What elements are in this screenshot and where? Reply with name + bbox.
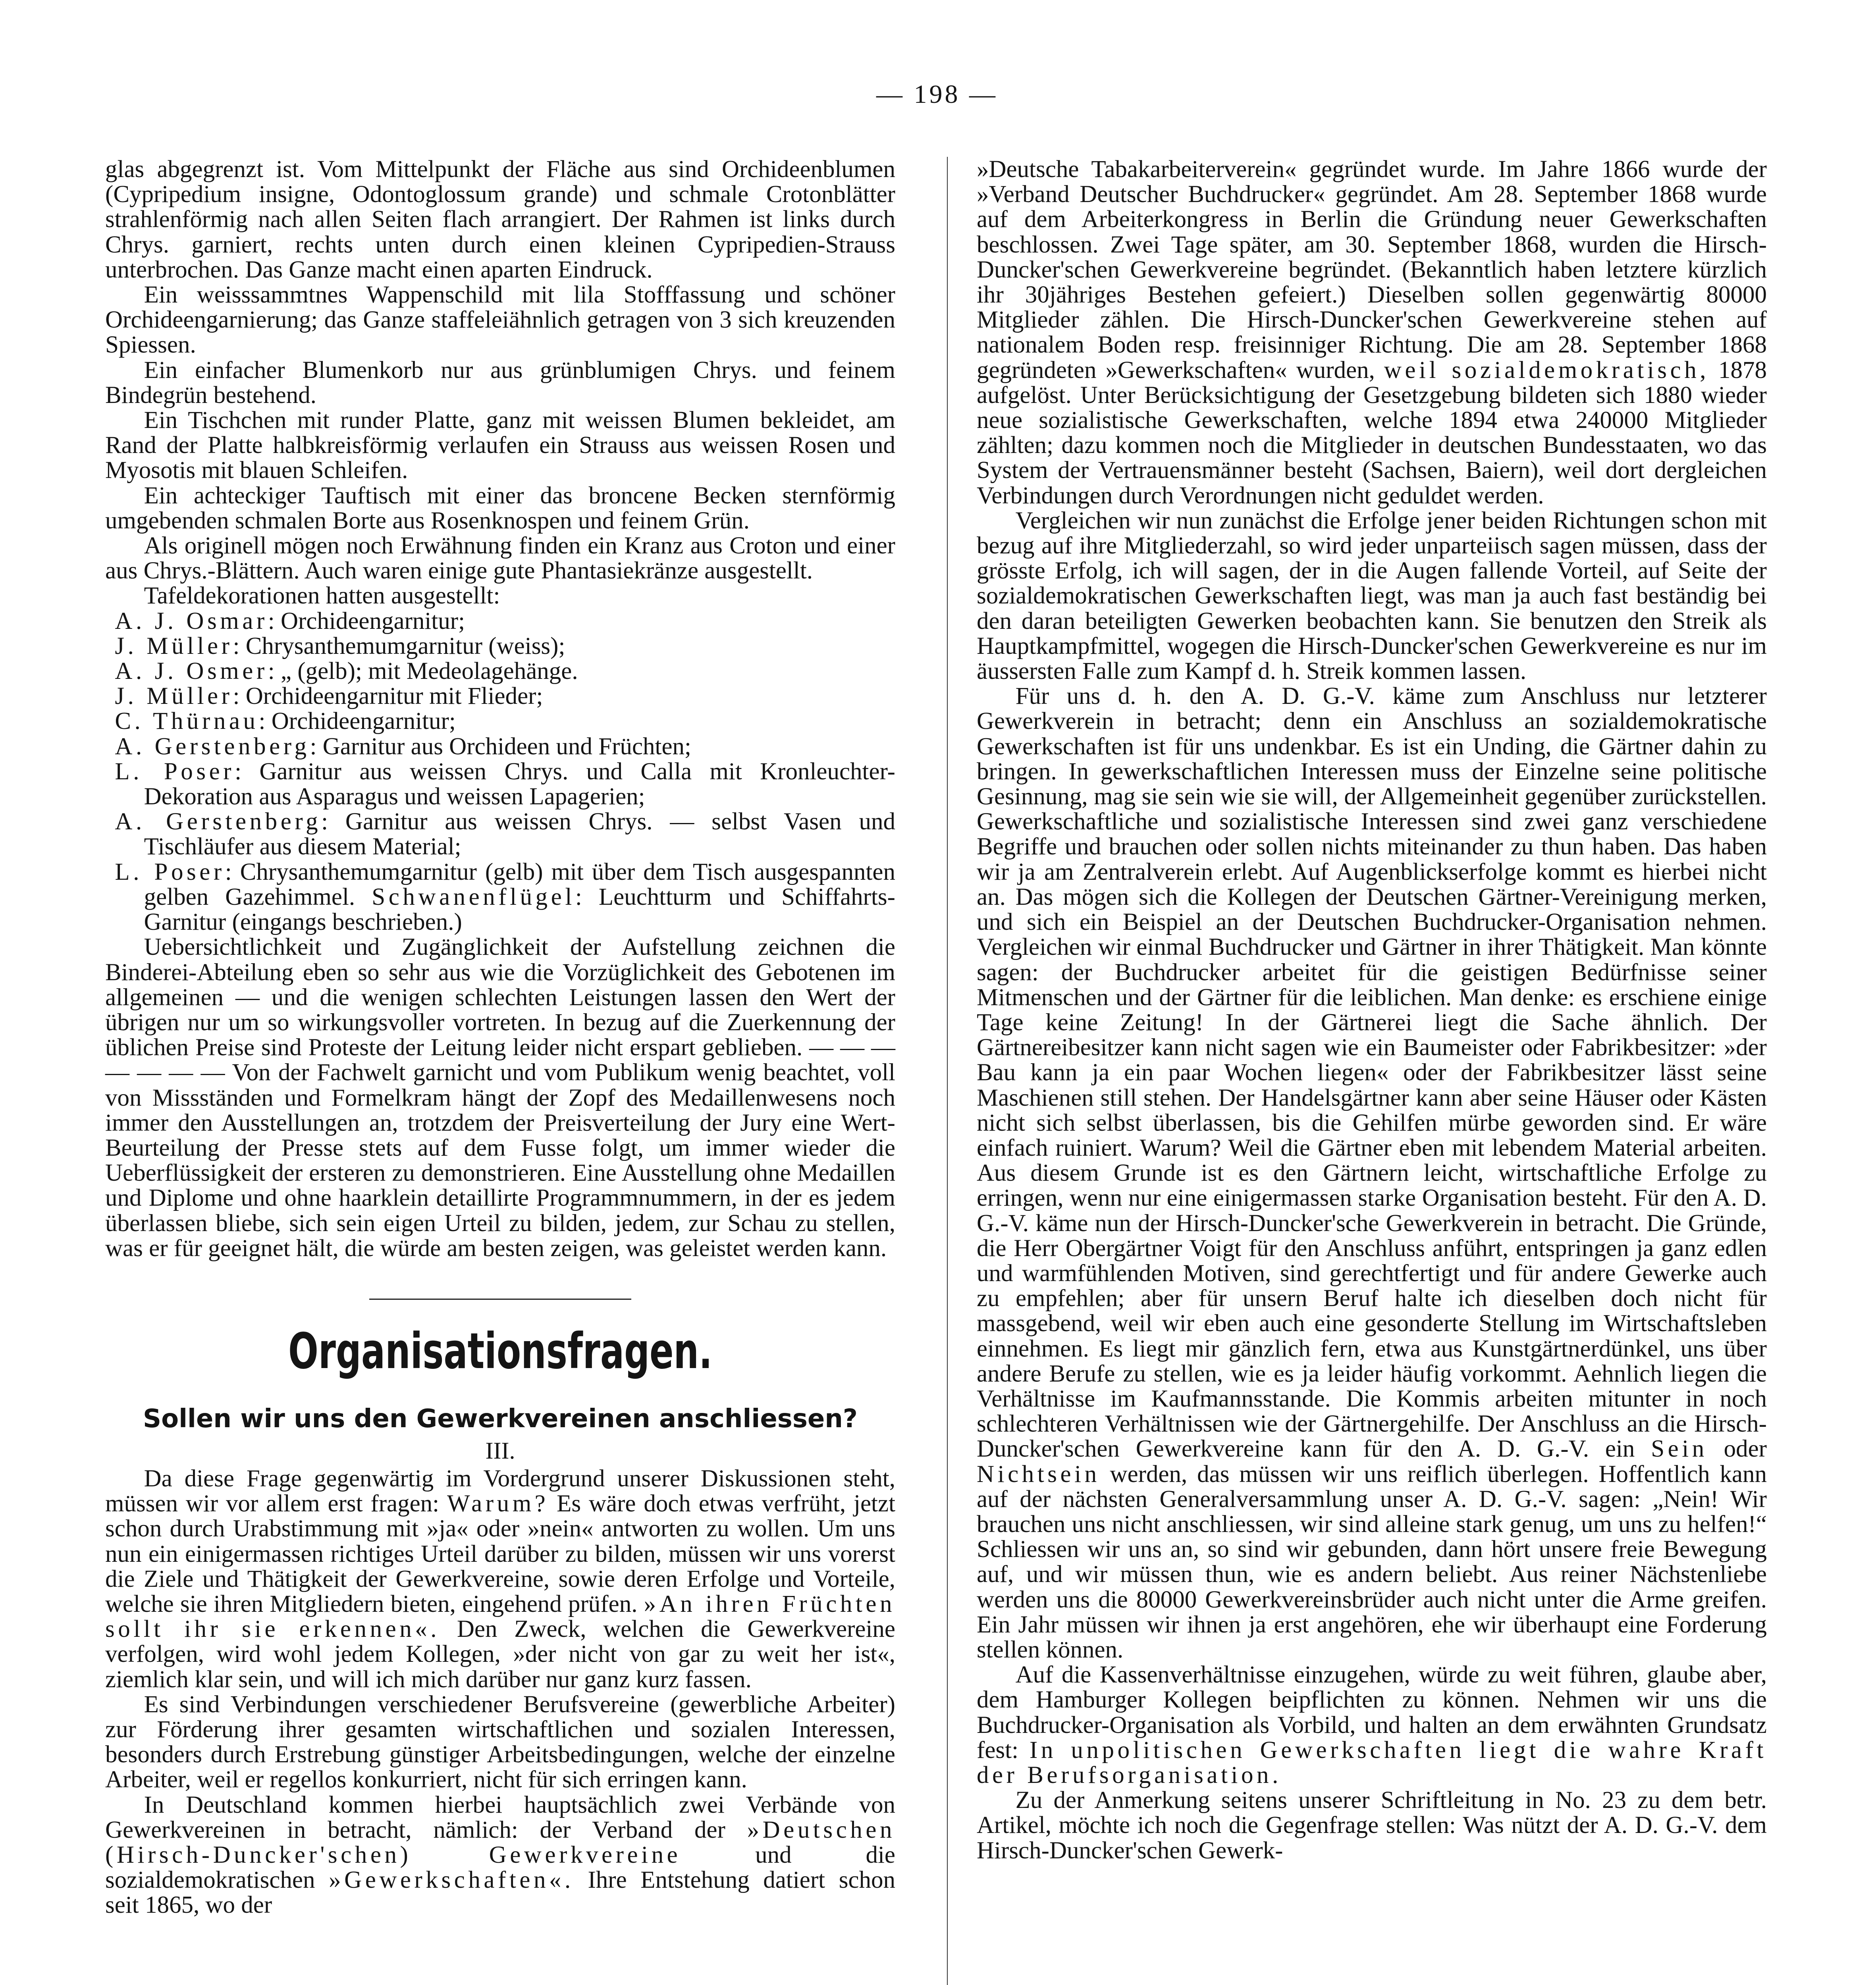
section-divider [369, 1299, 631, 1300]
list-item [105, 634, 895, 659]
exhibitor-name: L. Poser [115, 858, 225, 885]
paragraph: Vergleichen wir nun zunächst die Erfolge jener beiden Richtungen schon mit bezug auf ihre Mitgliederzahl, so wird jeder unparteiisch sagen müssen, dass der grösste Erfolg, ich will sagen, der in die Augen fallende Vorteil, auf Seite der sozialdemokratischen Gewerkschaften liegt, was man ja auch fast beständig bei den daran beteiligten Gewerken beobachten kann. Sie benutzen den Streik als Hauptkampfmittel, wogegen die Hirsch-Duncker'schen Gewerkvereine es nur im äussersten Falle zum Kampf d. h. Streik kommen lassen. [977, 507, 1767, 685]
page-number: — 198 — [876, 80, 998, 109]
exhibitor-name: C. Thürnau [115, 708, 259, 735]
list-item [105, 734, 895, 759]
paragraph: Tafeldekorationen hatten ausgestellt: [144, 582, 500, 609]
emphasis-text: »Gewerkschaften«. [329, 1867, 574, 1894]
emphasis-text: Sein [1651, 1436, 1708, 1463]
paragraph: Zu der Anmerkung seitens unserer Schriftleitung in No. 23 zu dem betr. Artikel, möchte ich noch die Gegenfrage stellen: Was nützt der A. D. G.-V. dem Hirsch-Duncker'schen Gewerk- [977, 1787, 1767, 1864]
exhibitor-entry: : Leuchtturm und Schiffahrts-Garnitur (eingangs beschrieben.) [144, 883, 895, 936]
emphasis-text: In unpolitischen Gewerkschaften liegt die wahre Kraft der Berufsorganisation. [977, 1736, 1767, 1788]
exhibitor-name: J. Müller [115, 632, 233, 659]
list-item [105, 659, 895, 684]
text-run: werden, das müssen wir uns reiflich überlegen. Hoffentlich kann auf der nächsten Generalversammlung unser A. D. G.-V. sagen: „Nein! Wir brauchen uns nicht anschliessen, wir sind alleine stark genug, um uns zu helfen!“ Schliessen wir uns an, so sind wir gebunden, dann hört unsere freie Bewegung auf, und wir müssen thun, wie es andern beliebt. Aus reiner Nächstenliebe werden uns die 80000 Gewerkvereinsbrüder auch nicht unter die Arme greifen. Ein Jahr müssen wir ihnen ja erst angehören, ehe wir überhaupt eine Forderung stellen können. [977, 1461, 1767, 1663]
exhibitor-entry: : „ (gelb); mit Medeolagehänge. [268, 658, 578, 685]
list-item [105, 860, 895, 935]
emphasis-text: weil sozialdemokratisch, [1384, 357, 1710, 384]
paragraph: Ein einfacher Blumenkorb nur aus grünblumigen Chrys. und feinem Bindegrün bestehend. [105, 357, 895, 409]
section-title: Organisationsfragen. [288, 1322, 713, 1380]
paragraph: glas abgegrenzt ist. Vom Mittelpunkt der Fläche aus sind Orchideenblumen (Cypripedium insigne, Odontoglossum grande) und schmale Crotonblätter strahlenförmig nach allen Seiten flach arrangiert. Der Rahmen ist links durch Chrys. garniert, rechts unten durch einen kleinen Cypripedien-Strauss unterbrochen. Das Ganze macht einen aparten Eindruck. [105, 156, 895, 283]
list-item [105, 609, 895, 634]
list-item [105, 809, 895, 859]
paragraph [105, 1466, 895, 1692]
list-item [105, 709, 895, 734]
emphasis-text: »Deutschen (Hirsch-Duncker'schen) Gewerkvereine [105, 1816, 896, 1868]
exhibitor-name: J. Müller [115, 683, 233, 710]
text-run: 1878 aufgelöst. Unter Berücksichtigung der Gesetzgebung bildeten sich 1880 wieder neue sozialistische Gewerkschaften, welche 1894 etwa 240000 Mitglieder zählten; dazu kommen noch die Mitglieder in deutschen Bundesstaaten, wo das System der Vertrauensmänner besteht (Sachsen, Baiern), weil dort dergleichen Verbindungen durch Verordnungen nicht geduldet werden. [977, 357, 1767, 509]
exhibitor-name: A. Gerstenberg [115, 733, 310, 760]
emphasis-text: »An ihren Früchten sollt ihr sie erkennen«. [105, 1590, 896, 1643]
paragraph [977, 157, 1767, 508]
paragraph: Ein Tischchen mit runder Platte, ganz mit weissen Blumen bekleidet, am Rand der Platte halbkreisförmig verlaufen ein Strauss aus weissen Rosen und Myosotis mit blauen Schleifen. [105, 407, 895, 484]
exhibitor-name: L. Poser [115, 758, 235, 785]
exhibitor-entry: : Garnitur aus weissen Chrys. und Calla mit Kronleuchter-Dekoration aus Asparagus und weissen Lapagerien; [144, 758, 895, 810]
text-run: Es wäre doch etwas verfrüht, jetzt schon durch Urabstimmung mit »ja« oder »nein« antworten zu wollen. Um uns nun ein einigermassen richtiges Urteil darüber zu bilden, müssen wir uns vorerst die Ziele und Thätigkeit der Gewerkvereine, sowie deren Erfolge und Vorteile, welche sie ihren Mitgliedern bieten, eingehend prüfen. [105, 1490, 896, 1617]
paragraph [977, 684, 1767, 1662]
text-run: In Deutschland kommen hierbei hauptsächlich zwei Verbände von Gewerkvereinen in betracht, nämlich: der Verband der [105, 1791, 895, 1843]
paragraph [105, 1792, 895, 1918]
exhibitor-name: A. J. Osmar [115, 607, 268, 634]
exhibitor-entry: : Chrysanthemumgarnitur (weiss); [233, 632, 565, 659]
column-divider [947, 157, 948, 1985]
emphasis-text: Warum? [447, 1490, 549, 1517]
right-column [977, 157, 1767, 1863]
paragraph [977, 1662, 1767, 1788]
text-run: »Deutsche Tabakarbeiterverein« gegründet wurde. Im Jahre 1866 wurde der »Verband Deutscher Buchdrucker« gegründet. Am 28. September 1868 wurde auf dem Arbeiterkongress in Berlin die Gründung neuer Gewerkschaften beschlossen. Zwei Tage später, am 30. September 1868, wurden die Hirsch-Duncker'schen Gewerkvereine begründet. (Bekanntlich haben letztere kürzlich ihr 30jähriges Bestehen gefeiert.) Dieselben sollen gegenwärtig 80000 Mitglieder zählen. Die Hirsch-Duncker'schen Gewerkvereine stehen auf nationalem Boden resp. freisinniger Richtung. Die am 28. September 1868 gegründeten »Gewerkschaften« wurden, [977, 156, 1767, 384]
exhibitor-name: Schwanenflügel [372, 883, 575, 910]
emphasis-text: Nichtsein [977, 1461, 1100, 1488]
article-title: Sollen wir uns den Gewerkvereinen anschliessen? [143, 1404, 858, 1434]
list-item [105, 684, 895, 709]
text-run: Den Zweck, welchen die Gewerkvereine verfolgen, wird wohl jedem Kollegen, »der nicht von gar zu weit her ist«, ziemlich klar sein, und will ich mich darüber nur ganz kurz fassen. [105, 1616, 895, 1693]
exhibitor-entry: : Garnitur aus Orchideen und Früchten; [310, 733, 691, 760]
list-item [105, 759, 895, 809]
article-part-number: III. [485, 1437, 515, 1464]
paragraph: Uebersichtlichkeit und Zugänglichkeit der Aufstellung zeichnen die Binderei-Abteilung eben so sehr aus wie die Vorzüglichkeit des Gebotenen im allgemeinen — und die wenigen schlechten Leistungen lassen den Wert der übrigen nur um so wirkungsvoller vortreten. In bezug auf die Zuerkennung der üblichen Preise sind Proteste der Leitung leider nicht erspart geblieben. — — — — — — — Von der Fachwelt garnicht und vom Publikum wenig beachtet, voll von Missständen und Formelkram hängt der Zopf des Medaillenwesens noch immer den Ausstellungen an, trotzdem der Preisverteilung der Jury eine Wert-Beurteilung der Presse stets auf dem Fusse folgt, um immer wieder die Ueberflüssigkeit der ersteren zu demonstrieren. Eine Ausstellung ohne Medaillen und Diplome und ohne haarklein detaillirte Programmnummern, in der es jedem überlassen bliebe, sich sein eigen Urteil zu bilden, jedem, zur Schau zu stellen, was er für geeignet hält, die würde am besten zeigen, was geleistet werden kann. [105, 934, 895, 1262]
exhibitor-entry: : Chrysanthemumgarnitur (gelb) mit über dem Tisch ausgespannten gelben Gazehimmel. [144, 858, 895, 910]
exhibitor-entry: : Orchideengarnitur; [258, 708, 456, 735]
exhibitor-entry: : Garnitur aus weissen Chrys. — selbst Vasen und Tischläufer aus diesem Material; [144, 808, 895, 860]
text-run: Auf die Kassenverhältnisse einzugehen, würde zu weit führen, glaube aber, dem Hamburger Kollegen beipflichten zu können. Nehmen wir uns die Buchdrucker-Organisation als Vorbild, und halten an dem erwähnten Grundsatz fest: [977, 1661, 1767, 1763]
paragraph: Es sind Verbindungen verschiedener Berufsvereine (gewerbliche Arbeiter) zur Förderung ihrer gesamten wirtschaftlichen und sozialen Interessen, besonders durch Erstrebung günstiger Arbeitsbedingungen, welche der einzelne Arbeiter, weil er regellos konkurriert, nicht für sich erringen kann. [105, 1691, 895, 1793]
text-run: und die sozialdemokratischen [105, 1841, 895, 1894]
exhibitor-entry: : Orchideengarnitur mit Flieder; [233, 683, 543, 710]
paragraph: Ein weisssammtnes Wappenschild mit lila Stofffassung und schöner Orchideengarnierung; das Ganze staffeleiähnlich getragen von 3 sich kreuzenden Spiessen. [105, 281, 895, 358]
exhibitor-name: A. Gerstenberg [115, 808, 322, 835]
left-column [105, 157, 895, 1918]
text-run: oder [1724, 1436, 1767, 1463]
text-run: Für uns d. h. den A. D. G.-V. käme zum Anschluss nur letzterer Gewerkverein in betracht; denn ein Anschluss an sozialdemokratische Gewerkschaften ist für uns undenkbar. Es ist ein Unding, die Gärtner dahin zu bringen. In gewerkschaftlichen Interessen muss der Einzelne seine politische Gesinnung, mag sie sein wie sie will, der Allgemeinheit gegenüber zurückstellen. Gewerkschaftliche und sozialistische Interessen sind zwei ganz verschiedene Begriffe und brauchen oder sollen nichts miteinander zu thun haben. Das haben wir ja am Zentralverein erlebt. Auf Augenblickserfolge kommt es hierbei nicht an. Das mögen sich die Kollegen der Deutschen Gärtner-Vereinigung merken, und sich ein Beispiel an der Deutschen Buchdrucker-Organisation nehmen. Vergleichen wir einmal Buchdrucker und Gärtner in ihrer Thätigkeit. Man könnte sagen: der Buchdrucker arbeitet für die geistigen Bedürfnisse seiner Mitmenschen und der Gärtner für die leiblichen. Man denke: es erschiene einige Tage keine Zeitung! In der Gärtnerei liegt die Sache ähnlich. Der Gärtnereibesitzer kann nicht sagen wie ein Baumeister oder Fabrikbesitzer: »der Bau kann ja ein paar Wochen liegen« oder der Fabrikbesitzer lässt seine Maschienen still stehen. Der Handelsgärtner kann aber seine Häuser oder Kästen nicht sich selbst überlassen, bis die Gehilfen mürbe geworden sind. Er wäre einfach ruiniert. Warum? Weil die Gärtner eben mit lebendem Material arbeiten. Aus diesem Grunde ist es den Gärtnern leicht, wirtschaftliche Erfolge zu erringen, wenn nur eine einigermassen starke Organisation besteht. Für den A. D. G.-V. käme nun der Hirsch-Duncker'sche Gewerkverein in betracht. Die Gründe, die Herr Obergärtner Voigt für den Anschluss anführt, entspringen ja ganz edlen und warmfühlenden Motiven, sind gerechtfertigt und für andere Gewerke auch zu empfehlen; aber für unsern Beruf halte ich dieselben doch nicht für massgebend, weil wir eben auch eine gesonderte Stellung im Wirtschaftsleben einnehmen. Es liegt mir gänzlich fern, etwa aus Kunstgärtnerdünkel, uns über andere Berufe zu stellen, wie es ja leider häufig vorkommt. Aehnlich liegen die Verhältnisse im Kaufmannsstande. Die Kommis arbeiten mitunter in noch schlechteren Verhältnissen wie der Gärtnergehilfe. Der Anschluss an die Hirsch-Duncker'schen Gewerkvereine kann für den A. D. G.-V. ein [977, 683, 1767, 1463]
text-run: Da diese Frage gegenwärtig im Vordergrund unserer Diskussionen steht, müssen wir vor allem erst fragen: [105, 1465, 895, 1517]
paragraph: Als originell mögen noch Erwähnung finden ein Kranz aus Croton und einer aus Chrys.-Blättern. Auch waren einige gute Phantasiekränze ausgestellt. [105, 532, 895, 584]
exhibitor-entry: : Orchideengarnitur; [268, 607, 465, 634]
exhibitor-name: A. J. Osmer [115, 658, 268, 685]
text-run: Ihre Entstehung datiert schon seit 1865, wo der [105, 1867, 896, 1919]
paragraph: Ein achteckiger Tauftisch mit einer das broncene Becken sternförmig umgebenden schmalen Borte aus Rosenknospen und feinem Grün. [105, 482, 895, 534]
